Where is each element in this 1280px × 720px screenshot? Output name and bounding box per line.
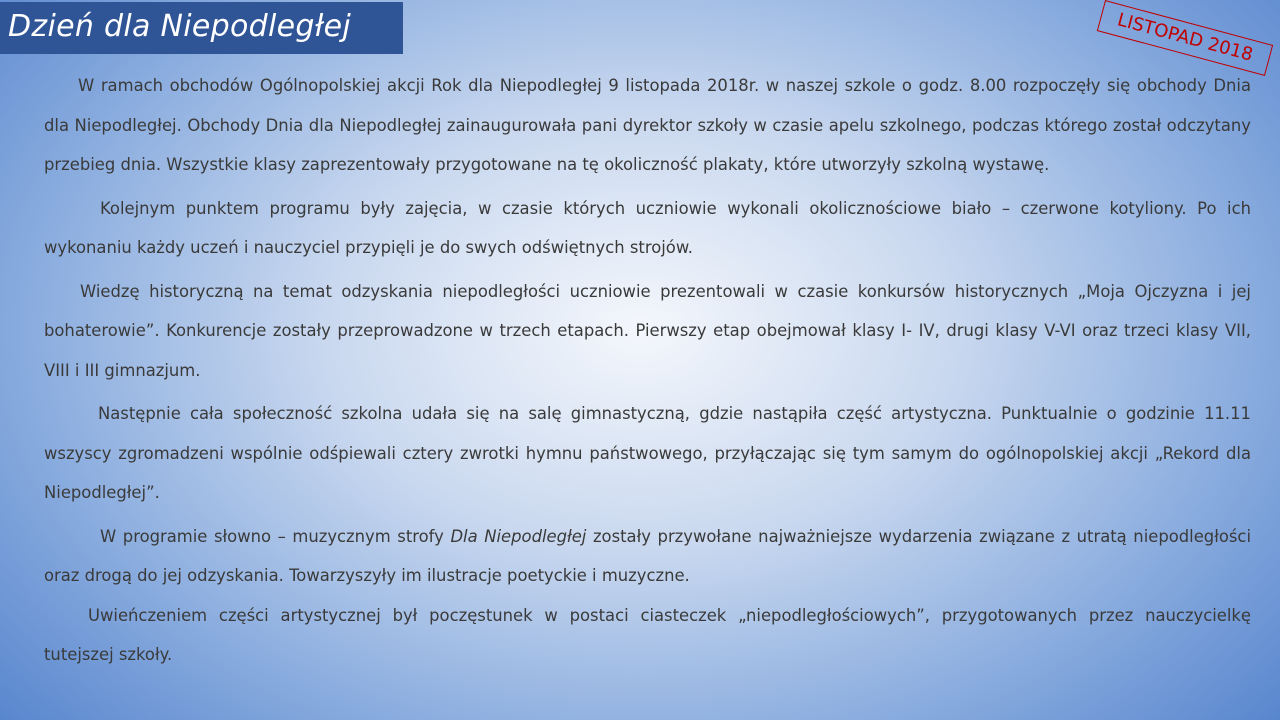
paragraph-5-start: W programie słowno – muzycznym strofy <box>100 526 451 546</box>
poem-title: Dla Niepodległej <box>450 526 587 546</box>
title-banner <box>0 2 403 54</box>
article-body <box>44 66 1251 675</box>
paragraph-5-end: zostały przywołane najważniejsze wydarzenia związane z utratą niepodległości oraz drogą do jej odzyskania. Towarzyszyły im ilustracje poetyckie i muzyczne. <box>44 526 1251 585</box>
paragraph-5 <box>44 517 1251 596</box>
paragraph-3: Wiedzę historyczną na temat odzyskania niepodległości uczniowie prezentowali w czasie konkursów historycznych „Moja Ojczyzna i jej bohaterowie”. Konkurencje zostały przeprowadzone w trzech etapach. Pierwszy etap obejmował klasy I- IV, drugi klasy V-VI oraz trzeci klasy VII, VIII i III gimnazjum. <box>44 281 1251 380</box>
paragraph-1: W ramach obchodów Ogólnopolskiej akcji Rok dla Niepodległej 9 listopada 2018r. w naszej szkole o godz. 8.00 rozpoczęły się obchody Dnia dla Niepodległej. Obchody Dnia dla Niepodległej zainaugurowała pani dyrektor szkoły w czasie apelu szkolnego, podczas którego został odczytany przebieg dnia. Wszystkie klasy zaprezentowały przygotowane na tę okoliczność plakaty, które utworzyły szkolną wystawę. <box>44 76 1251 174</box>
paragraph-4: Następnie cała społeczność szkolna udała się na salę gimnastyczną, gdzie nastąpiła część artystyczna. Punktualnie o godzinie 11.11 wszyscy zgromadzeni wspólnie odśpiewali cztery zwrotki hymnu państwowego, przyłączając się tym samym do ogólnopolskiej akcji „Rekord dla Niepodległej”. <box>44 404 1251 502</box>
page-title: Dzień dla Niepodległej <box>8 9 352 44</box>
paragraph-2: Kolejnym punktem programu były zajęcia, w czasie których uczniowie wykonali okolicznościowe biało – czerwone kotyliony. Po ich wykonaniu każdy uczeń i nauczyciel przypięli je do swych odświętnych strojów. <box>44 198 1251 257</box>
date-stamp: LISTOPAD 2018 <box>1097 0 1273 76</box>
paragraph-6: Uwieńczeniem części artystycznej był poczęstunek w postaci ciasteczek „niepodległościowych”, przygotowanych przez nauczycielkę tutejszej szkoły. <box>44 605 1251 664</box>
